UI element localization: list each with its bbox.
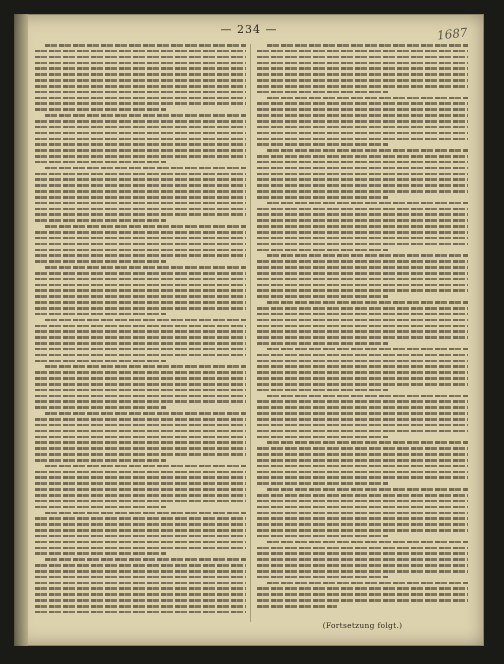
text-line bbox=[35, 73, 246, 76]
text-line bbox=[257, 260, 468, 263]
text-line bbox=[35, 208, 246, 211]
text-line bbox=[35, 552, 166, 555]
text-line bbox=[35, 395, 246, 398]
text-line bbox=[35, 371, 246, 374]
text-line bbox=[257, 342, 388, 345]
text-line bbox=[257, 547, 468, 550]
text-line bbox=[257, 476, 468, 479]
text-line bbox=[35, 213, 246, 216]
text-line bbox=[257, 576, 388, 579]
text-column-left bbox=[35, 44, 246, 624]
text-line bbox=[35, 155, 246, 158]
text-line bbox=[257, 138, 468, 141]
text-line bbox=[257, 558, 468, 561]
text-line bbox=[35, 278, 246, 281]
text-line bbox=[257, 178, 468, 181]
text-line bbox=[257, 465, 468, 468]
text-line bbox=[35, 173, 246, 176]
text-line bbox=[35, 108, 166, 111]
text-line bbox=[257, 599, 468, 602]
text-line bbox=[35, 424, 246, 427]
text-line bbox=[35, 430, 246, 433]
text-line bbox=[35, 494, 246, 497]
text-line bbox=[257, 190, 468, 193]
text-line bbox=[257, 482, 388, 485]
text-line bbox=[257, 108, 468, 111]
text-line bbox=[267, 582, 468, 585]
text-line bbox=[257, 459, 468, 462]
text-line bbox=[35, 453, 246, 456]
text-line bbox=[257, 85, 468, 88]
text-line bbox=[257, 307, 468, 310]
text-line bbox=[45, 465, 246, 468]
text-line bbox=[257, 155, 468, 158]
text-line bbox=[45, 225, 246, 228]
text-line bbox=[45, 365, 246, 368]
text-line bbox=[35, 307, 246, 310]
text-line bbox=[257, 132, 468, 135]
text-line bbox=[35, 56, 246, 59]
text-line bbox=[257, 167, 468, 170]
text-line bbox=[267, 254, 468, 257]
text-line bbox=[45, 412, 246, 415]
page-scan bbox=[14, 14, 484, 646]
text-line bbox=[257, 266, 468, 269]
text-line bbox=[257, 535, 388, 538]
text-line bbox=[257, 237, 468, 240]
text-line bbox=[35, 459, 166, 462]
text-line bbox=[257, 412, 468, 415]
text-line bbox=[257, 447, 468, 450]
text-line bbox=[257, 389, 388, 392]
text-line bbox=[35, 67, 246, 70]
text-line bbox=[35, 400, 246, 403]
text-line bbox=[257, 383, 468, 386]
text-line bbox=[257, 219, 468, 222]
text-line bbox=[45, 319, 246, 322]
text-line bbox=[35, 231, 246, 234]
text-line bbox=[35, 149, 246, 152]
text-line bbox=[257, 50, 468, 53]
text-line bbox=[35, 79, 246, 82]
text-line bbox=[267, 301, 468, 304]
text-line bbox=[35, 482, 246, 485]
text-line bbox=[267, 44, 468, 47]
text-line bbox=[35, 535, 246, 538]
text-line bbox=[267, 441, 468, 444]
text-line bbox=[35, 126, 246, 129]
text-line bbox=[35, 272, 246, 275]
text-line bbox=[35, 295, 246, 298]
text-line bbox=[257, 512, 468, 515]
text-line bbox=[257, 500, 468, 503]
text-line bbox=[35, 418, 246, 421]
text-line bbox=[257, 243, 468, 246]
text-line bbox=[267, 202, 468, 205]
text-line bbox=[35, 500, 246, 503]
text-line bbox=[257, 552, 468, 555]
text-line bbox=[35, 383, 246, 386]
text-line bbox=[257, 593, 468, 596]
text-line bbox=[35, 576, 246, 579]
text-line bbox=[35, 301, 246, 304]
text-line bbox=[257, 430, 468, 433]
text-line bbox=[35, 237, 246, 240]
text-line bbox=[257, 587, 468, 590]
text-line bbox=[257, 325, 468, 328]
text-line bbox=[35, 91, 246, 94]
text-line bbox=[257, 605, 337, 608]
text-line bbox=[35, 219, 166, 222]
column-divider bbox=[250, 44, 251, 622]
text-line bbox=[257, 289, 468, 292]
text-line bbox=[257, 272, 468, 275]
continuation-note: (Fortsetzung folgt.) bbox=[322, 621, 403, 630]
text-line bbox=[35, 143, 246, 146]
text-line bbox=[35, 488, 246, 491]
text-line bbox=[35, 161, 166, 164]
text-line bbox=[35, 289, 246, 292]
text-line bbox=[257, 196, 388, 199]
text-line bbox=[35, 348, 246, 351]
text-line bbox=[35, 593, 246, 596]
text-line bbox=[257, 523, 468, 526]
text-line bbox=[257, 319, 468, 322]
text-line bbox=[35, 547, 246, 550]
text-line bbox=[35, 325, 246, 328]
text-line bbox=[35, 178, 246, 181]
text-line bbox=[257, 67, 468, 70]
text-line bbox=[45, 44, 246, 47]
text-line bbox=[35, 62, 246, 65]
text-line bbox=[257, 418, 468, 421]
text-line bbox=[35, 249, 246, 252]
text-line bbox=[257, 143, 388, 146]
handwritten-number: 1687 bbox=[436, 25, 469, 43]
text-line bbox=[35, 120, 246, 123]
text-line bbox=[45, 167, 246, 170]
text-line bbox=[35, 313, 166, 316]
text-line bbox=[35, 605, 246, 608]
text-line bbox=[257, 231, 468, 234]
text-line bbox=[267, 149, 468, 152]
text-line bbox=[257, 56, 468, 59]
text-line bbox=[257, 436, 388, 439]
text-line bbox=[257, 330, 468, 333]
text-line bbox=[45, 266, 246, 269]
text-line bbox=[35, 330, 246, 333]
text-line bbox=[35, 611, 246, 614]
text-line bbox=[257, 371, 468, 374]
text-line bbox=[257, 225, 468, 228]
text-line bbox=[257, 365, 468, 368]
text-line bbox=[257, 564, 468, 567]
text-line bbox=[257, 424, 468, 427]
text-line bbox=[35, 342, 246, 345]
text-line bbox=[257, 73, 468, 76]
text-line bbox=[35, 85, 246, 88]
text-line bbox=[35, 243, 246, 246]
text-line bbox=[257, 208, 468, 211]
text-line bbox=[35, 260, 166, 263]
text-line bbox=[257, 570, 468, 573]
text-line bbox=[257, 79, 468, 82]
page-number: — 234 — bbox=[220, 23, 278, 36]
text-line bbox=[257, 284, 468, 287]
text-line bbox=[257, 313, 468, 316]
text-line bbox=[35, 138, 246, 141]
text-line bbox=[257, 453, 468, 456]
text-line bbox=[35, 529, 246, 532]
text-line bbox=[35, 254, 246, 257]
text-line bbox=[35, 406, 166, 409]
text-line bbox=[35, 599, 246, 602]
text-line bbox=[35, 284, 246, 287]
text-line bbox=[35, 102, 246, 105]
binding-shadow bbox=[14, 14, 28, 646]
text-line bbox=[35, 587, 246, 590]
text-line bbox=[45, 512, 246, 515]
text-line bbox=[257, 494, 468, 497]
text-line bbox=[257, 406, 468, 409]
text-line bbox=[35, 377, 246, 380]
text-line bbox=[35, 541, 246, 544]
text-line bbox=[257, 506, 468, 509]
text-line bbox=[257, 213, 468, 216]
text-line bbox=[35, 132, 246, 135]
text-line bbox=[35, 506, 166, 509]
text-line bbox=[257, 354, 468, 357]
text-line bbox=[35, 447, 246, 450]
text-line bbox=[257, 471, 468, 474]
text-line bbox=[257, 377, 468, 380]
text-line bbox=[267, 488, 468, 491]
text-line bbox=[35, 582, 246, 585]
text-line bbox=[257, 295, 388, 298]
text-line bbox=[257, 173, 468, 176]
text-line bbox=[35, 476, 246, 479]
text-line bbox=[35, 184, 246, 187]
text-line bbox=[35, 196, 246, 199]
text-line bbox=[45, 114, 246, 117]
text-line bbox=[257, 114, 468, 117]
text-line bbox=[267, 395, 468, 398]
text-line bbox=[257, 184, 468, 187]
text-line bbox=[257, 161, 468, 164]
text-line bbox=[35, 523, 246, 526]
text-line bbox=[257, 120, 468, 123]
text-line bbox=[257, 126, 468, 129]
text-line bbox=[35, 441, 246, 444]
text-line bbox=[257, 278, 468, 281]
text-line bbox=[35, 336, 246, 339]
text-line bbox=[257, 360, 468, 363]
text-line bbox=[45, 558, 246, 561]
text-line bbox=[257, 102, 468, 105]
text-line bbox=[257, 62, 468, 65]
text-line bbox=[257, 91, 388, 94]
text-line bbox=[35, 436, 246, 439]
text-line bbox=[35, 354, 246, 357]
text-column-right bbox=[257, 44, 468, 624]
text-line bbox=[257, 336, 468, 339]
text-line bbox=[35, 360, 166, 363]
text-line bbox=[35, 50, 246, 53]
text-line bbox=[35, 97, 246, 100]
text-line bbox=[35, 389, 246, 392]
text-line bbox=[35, 471, 246, 474]
text-line bbox=[257, 400, 468, 403]
text-line bbox=[267, 97, 468, 100]
text-line bbox=[35, 570, 246, 573]
text-line bbox=[257, 529, 468, 532]
text-line bbox=[35, 517, 246, 520]
text-line bbox=[267, 348, 468, 351]
text-line bbox=[257, 517, 468, 520]
text-line bbox=[35, 564, 246, 567]
text-line bbox=[257, 249, 388, 252]
text-line bbox=[35, 202, 246, 205]
text-line bbox=[267, 541, 468, 544]
text-line bbox=[35, 190, 246, 193]
